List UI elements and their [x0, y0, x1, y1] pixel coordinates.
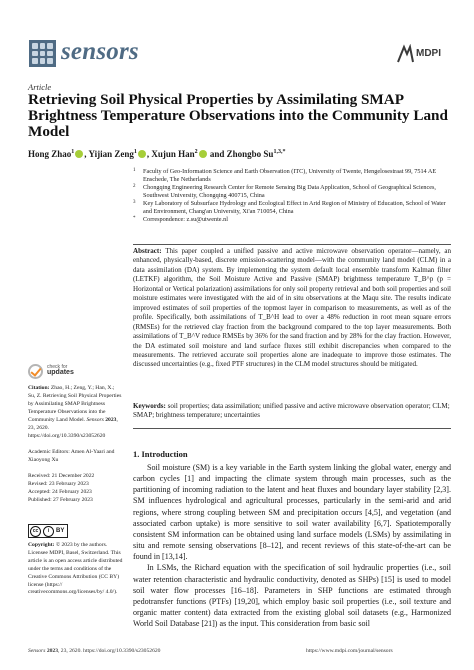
footer-citation: Sensors 2023, 23, 2620. https://doi.org/10.3390/s23052620 — [28, 648, 161, 654]
article-info — [28, 384, 122, 504]
author-mark: 2 — [194, 149, 198, 155]
orcid-icon[interactable] — [199, 150, 207, 158]
orcid-icon[interactable] — [138, 150, 146, 158]
article-title: Retrieving Soil Physical Properties by Assimilating SMAP Brightness Temperature Observations into the Community Land Model — [28, 91, 448, 140]
introduction-body — [133, 462, 451, 629]
paragraph: In LSMs, the Richard equation with the specification of soil hydraulic properties (i.e., soil water retention characteristic and hydraulic conductivity, denoted as SHPs) [15] is used to model soil water flow processes [16–18]. Parameters in SHP functions are estimated through pedotransfer functions (PTFs) [19,20], which employ basic soil properties (i.e., soil texture and organic matter content) data extracted from the existing global soil datasets (e.g., Harmonized World Soil Database [21]) as the input. This consideration from basic soil — [133, 563, 451, 629]
journal-url[interactable]: https://www.mdpi.com/journal/sensors — [306, 648, 393, 654]
correspondence[interactable]: * Correspondence: z.su@utwente.nl — [133, 216, 228, 223]
date-published: Published: 27 February 2023 — [28, 497, 93, 503]
author-mark: 1,3,* — [273, 149, 286, 155]
abstract-divider — [133, 244, 451, 245]
keywords-label: Keywords: — [133, 402, 166, 410]
orcid-icon[interactable] — [75, 150, 83, 158]
author-name[interactable]: Hong Zhao — [28, 149, 72, 159]
paragraph: Soil moisture (SM) is a key variable in the Earth system linking the global water, energy and carbon cycles [1] and impacting the climate system through main processes, such as the partitioning of incoming radiation to the latent and heat fluxes and boundary layer stability [2,3]. SM influences hydrological and agricultural processes, particularly in the semi-arid and arid regions, where strong coupling between SM and precipitation occurs [4,5], and vegetation (and associated carbon uptake) is more sensitive to soil water availability [6,7]. Spatiotemporally consistent SM information can be obtained using land surface models (LSMs) by assimilating in situ and remote sensing observations [8–12], and recent reviews of this state-of-the-art can be found in [13,14]. — [133, 463, 451, 562]
author-name[interactable]: Xujun Han — [151, 149, 195, 159]
cc-icon: cc — [30, 526, 41, 537]
keywords-text: soil properties; data assimilation; unified passive and active microwave observation operator; CLM; SMAP; brightness temperature; uncertainties — [133, 402, 450, 420]
affiliations — [133, 168, 453, 224]
publisher-name: MDPI — [416, 48, 441, 59]
article-type: Article — [28, 82, 52, 92]
keywords-divider — [133, 428, 451, 429]
academic-editors: Academic Editors: Amen Al-Yaari and Xiaoyong Xu — [28, 449, 115, 463]
author-name[interactable]: Zhongbo Su — [226, 149, 274, 159]
journal-logo-icon — [29, 40, 56, 67]
date-accepted: Accepted: 24 February 2023 — [28, 489, 92, 495]
abstract-text: This paper coupled a unified passive and active microwave observation operator—namely, an enhanced, physically-based, discrete emission-scattering model—with the community land model (CLM) in a data assimilation (DA) system. By implementing the system default local ensemble transform Kalman filter (LETKF) algorithm, the Soil Moisture Active and Passive (SMAP) brightness temperature T_B^p (p = Horizontal or Vertical polarization) assimilations for only soil property retrieval and both soil properties and soil moisture estimates were investigated with the aid of in situ observations at the Maqu site. The results indicate improved estimates of soil properties of the topmost layer in comparison to measurements, as well as of the profile. Specifically, both assimilations of T_B^H lead to over a 48% reduction in root mean square errors (RMSEs) for the retrieved clay fraction from the background compared to the top layer measurements. Both assimilations of T_B^V reduce RMSEs by 36% for the sand fraction and by 28% for the clay fraction. However, the DA estimated soil moisture and land surface fluxes still exhibit discrepancies when compared to the measurements. The retrieved accurate soil properties alone are inadequate to improve those estimates. The discussed uncertainties (e.g., fixed PTF structures) in the CLM model structures should be mitigated. — [133, 247, 451, 369]
author-name[interactable]: Yijian Zeng — [88, 149, 134, 159]
journal-name: sensors — [61, 38, 139, 65]
author-mark: 1 — [71, 149, 75, 155]
cc-license-badge[interactable]: cc i BY — [28, 524, 68, 538]
author-mark: 1 — [133, 149, 137, 155]
affiliation-item: 3 Key Laboratory of Subsurface Hydrology and Ecological Effect in Arid Region of Ministry of Education, School of Water and Environment, Chang'an University, Xi'an 710054, China — [133, 200, 446, 215]
date-received: Received: 21 December 2022 — [28, 473, 95, 479]
doi-link[interactable]: , 23, 2620. https://doi.org/10.3390/s23052620 — [28, 417, 118, 439]
citation: Citation: Zhao, H.; Zeng, Y.; Han, X.; Su, Z. Retrieving Soil Physical Properties by Assimilating SMAP Brightness Temperature Observations into the Community Land Model. Sensors 2023, 23, 2620. https://doi.org/10.3390/s23052620 — [28, 385, 122, 439]
keywords — [133, 402, 451, 421]
copyright: Copyright: © 2023 by the authors. Licensee MDPI, Basel, Switzerland. This article is an open access article distributed under the terms and conditions of the Creative Commons Attribution (CC BY) license (https:// creativecommons.org/licenses/by/ 4.0/). — [28, 542, 123, 596]
attribution-icon: i — [43, 526, 54, 537]
affiliation-item: 1 Faculty of Geo-Information Science and Earth Observation (ITC), University of Twente, Hengelosestraat 99, 7514 AE Enschede, The Netherlands — [133, 168, 437, 183]
check-for-updates-button[interactable]: check for updates — [28, 364, 108, 380]
abstract — [133, 247, 451, 370]
affiliation-item: 2 Chongqing Engineering Research Center for Remote Sensing Big Data Application, School of Geographical Sciences, Southwest University, Chongqing 400715, China — [133, 184, 436, 199]
author-list: Hong Zhao$^1$ , Yijian Zeng$^1$ , Xujun Han$^2$ and Zhongbo $Su^{1,3,*}$ — [28, 149, 286, 159]
check-updates-icon — [28, 364, 43, 379]
abstract-label: Abstract: — [133, 247, 162, 255]
date-revised: Revised: 23 February 2023 — [28, 481, 89, 487]
section-heading: 1. Introduction — [133, 449, 188, 459]
